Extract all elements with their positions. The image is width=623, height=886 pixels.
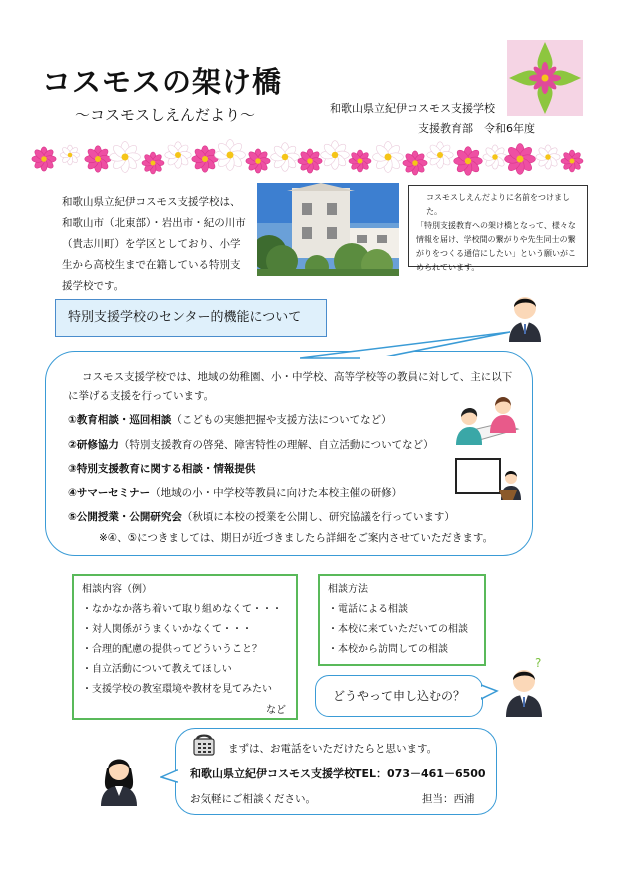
contact-bubble-tail <box>160 768 178 786</box>
cosmos-flower-icon <box>110 142 141 173</box>
example-item-3: ・合理的配慮の提供ってどういうこと？ <box>82 644 262 655</box>
center-function-lead: コスモス支援学校では、地域の幼稚園、小・中学校、高等学校等の教員に対して、主に以下に挙げる支援を行っています。 <box>68 371 513 402</box>
cosmos-flower-garland <box>30 135 590 183</box>
service-footnote: ※④、⑤につきましては、期日が近づきましたら詳細をご案内させていただきます。 <box>99 532 494 544</box>
service-item-2-title: ②研修協力 <box>68 439 119 451</box>
cosmos-flower-icon <box>85 146 111 172</box>
service-item-5-detail: （秋頃に本校の授業を公開し、研究協議を行っています） <box>181 511 455 523</box>
center-function-heading: 特別支援学校のセンター的機能について <box>55 299 327 337</box>
example-item-1: ・なかなか落ち着いて取り組めなくて・・・ <box>82 604 282 615</box>
cosmos-flower-icon <box>427 142 453 168</box>
cosmos-flower-icon <box>505 144 536 175</box>
methods-title: 相談方法 <box>328 584 368 595</box>
service-item-5 <box>68 509 455 524</box>
question-bubble: どうやって申し込むの？ <box>315 675 483 717</box>
cosmos-flower-icon <box>142 152 164 174</box>
service-item-5-title: ⑤公開授業・公開研究会 <box>68 511 182 523</box>
service-item-1-title: ①教育相談・巡回相談 <box>68 414 172 426</box>
note-line-2: 「特別支援教育への架け橋となって、様々な情報を届け、学校間の繋がりや先生同士の繋がりをつくる通信にしたい」という願いがこめられています。 <box>416 221 576 272</box>
school-name: 和歌山県立紀伊コスモス支援学校 <box>330 102 495 115</box>
department-year: 支援教育部 令和6年度 <box>418 122 535 135</box>
cosmos-flower-icon <box>60 145 80 165</box>
service-item-4-title: ④サマーセミナー <box>68 487 151 499</box>
contact-lead: まずは、お電話をいただけたらと思います。 <box>228 743 438 755</box>
intro-text: 和歌山県立紀伊コスモス支援学校は、和歌山市（北東部）・岩出市・紀の川市（貴志川町）を学区としており、小学生から高校生まで在籍している特別支援学校です。 <box>62 196 246 292</box>
note-line-1: コスモスしえんだよりに名前をつけました。 <box>426 193 570 216</box>
cosmos-flower-icon <box>271 143 300 172</box>
service-item-1 <box>68 412 392 427</box>
examples-title: 相談内容（例） <box>82 584 152 595</box>
examples-etc: など <box>266 705 286 716</box>
method-item-2: ・本校に来ていただいての相談 <box>328 624 468 635</box>
cosmos-flower-icon <box>373 142 404 173</box>
question-bubble-tail <box>481 683 499 703</box>
service-item-2-detail: （特別支援教育の啓発、障害特性の理解、自立活動についてなど） <box>118 439 434 451</box>
cosmos-flower-icon <box>454 147 483 176</box>
consultation-illustration-icon <box>452 393 524 445</box>
contact-person: 担当：西浦 <box>422 793 475 805</box>
presenter-whiteboard-icon <box>455 458 523 500</box>
cosmos-flower-icon <box>321 141 350 170</box>
method-item-3: ・本校から訪問しての相談 <box>328 644 448 655</box>
newsletter-subtitle: ～コスモスしえんだより～ <box>75 106 256 124</box>
newsletter-title: コスモスの架け橋 <box>42 65 283 99</box>
cosmos-flower-icon <box>192 146 218 172</box>
cosmos-flower-icon <box>215 140 246 171</box>
service-item-4-detail: （地域の小・中学校等教員に向けた本校主催の研修） <box>150 487 403 499</box>
school-building-photo <box>257 183 399 276</box>
telephone-icon <box>193 733 215 757</box>
contact-school-name: 和歌山県立紀伊コスモス支援学校 <box>190 767 355 780</box>
contact-phone-number: TEL：073－461－6500 <box>354 767 486 780</box>
contact-invite: お気軽にご相談ください。 <box>190 793 316 805</box>
service-item-4 <box>68 485 402 500</box>
example-item-5: ・支援学校の教室環境や教材を見てみたい <box>82 684 272 695</box>
example-item-4: ・自立活動について教えてほしい <box>82 664 232 675</box>
cosmos-flower-icon <box>349 150 371 172</box>
thinking-man-icon <box>502 655 550 717</box>
consultation-methods-box <box>318 574 486 666</box>
cosmos-flower-icon <box>32 147 56 171</box>
method-item-1: ・電話による相談 <box>328 604 408 615</box>
service-item-3 <box>68 461 255 476</box>
teacher-woman-icon <box>97 746 141 806</box>
cosmos-flower-icon <box>561 150 583 172</box>
service-item-3-title: ③特別支援教育に関する相談・情報提供 <box>68 463 256 475</box>
service-item-2 <box>68 437 434 452</box>
cosmos-flower-icon <box>165 142 191 168</box>
cosmos-flower-icon <box>298 149 322 173</box>
cosmos-flower-icon <box>246 149 270 173</box>
example-item-2: ・対人関係がうまくいかなくて・・・ <box>82 624 252 635</box>
bubble-tail <box>300 330 520 360</box>
svg-text:?: ? <box>535 656 542 670</box>
cosmos-logo-icon <box>507 40 583 116</box>
cosmos-flower-icon <box>403 151 427 175</box>
cosmos-flower-icon <box>483 145 507 169</box>
service-item-1-detail: （こどもの実態把握や支援方法についてなど） <box>171 414 392 426</box>
newsletter-name-note <box>408 185 588 272</box>
consultation-examples-box <box>72 574 298 720</box>
cosmos-flower-icon <box>536 145 560 169</box>
